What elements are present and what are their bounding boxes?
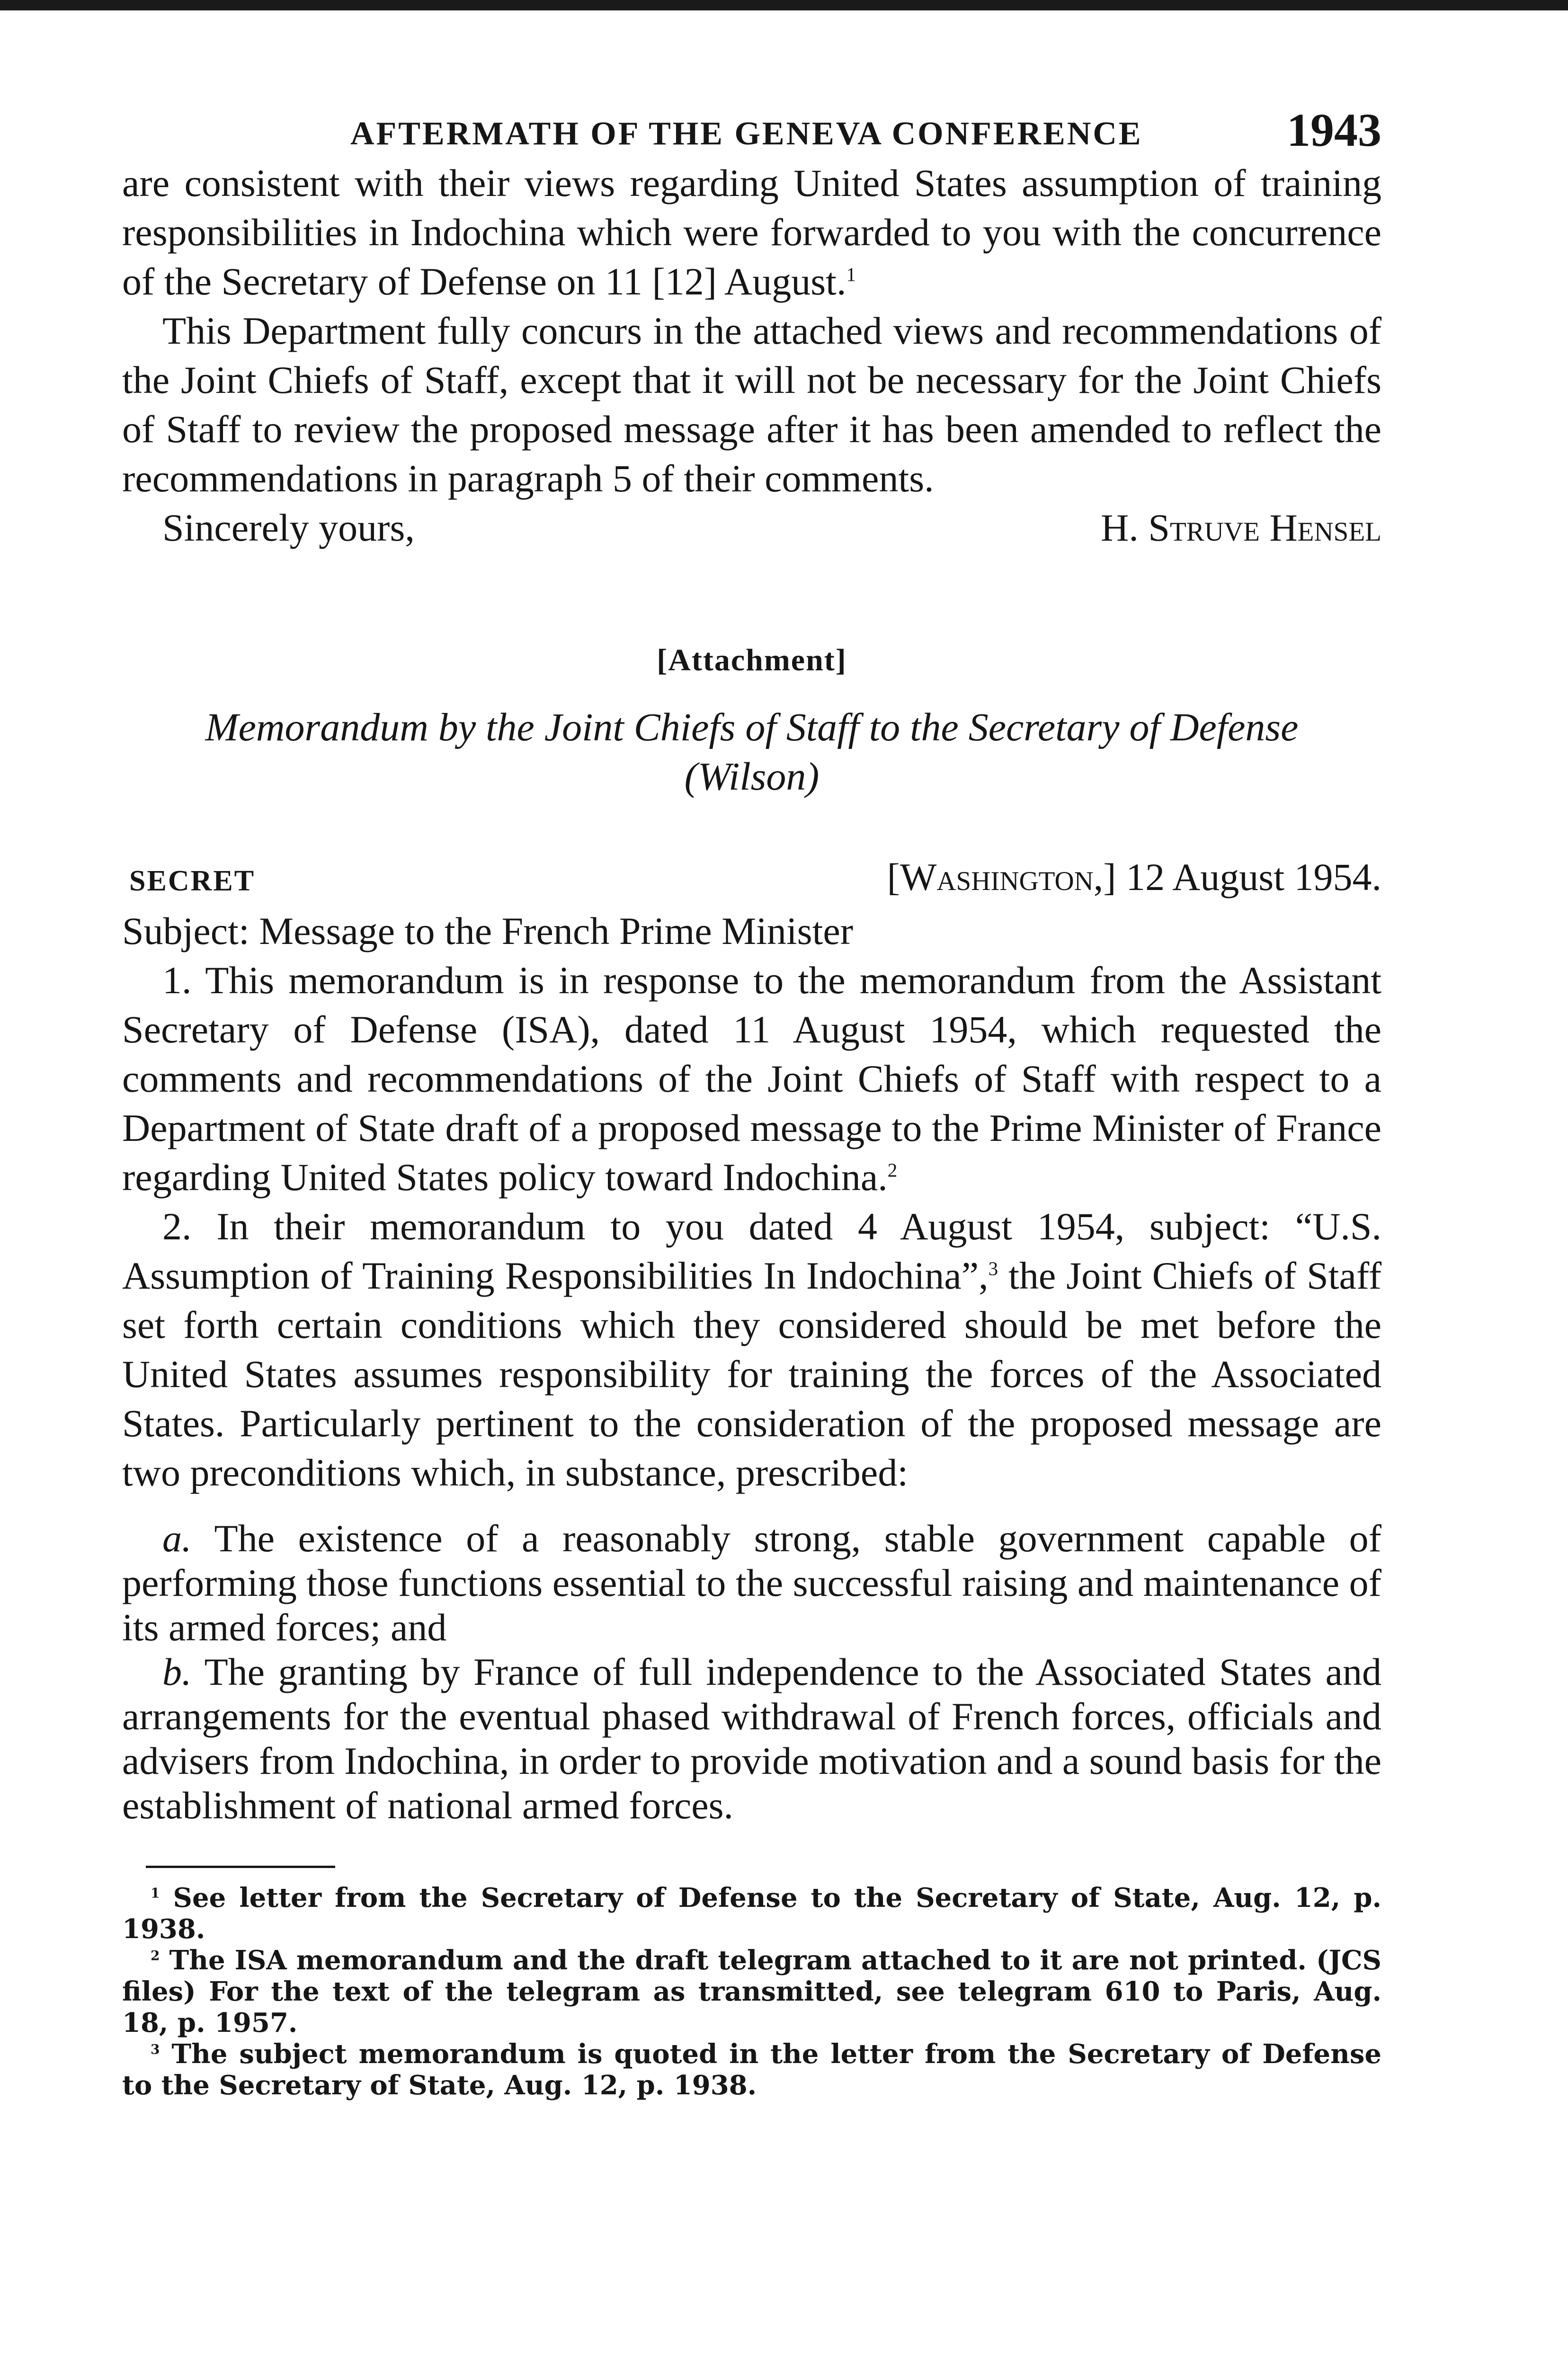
- memo-paragraph-2: [122, 1202, 1381, 1497]
- footnote-text: See letter from the Secretary of Defense to the Secretary of State, Aug. 12, p. 1938.: [122, 1882, 1381, 1945]
- footnote-number: 2: [151, 1948, 160, 1964]
- footnote-text: The subject memorandum is quoted in the letter from the Secretary of Defense to the Secretary of State, Aug. 12, p. 1938.: [122, 2038, 1381, 2101]
- top-border-line: [0, 0, 1568, 10]
- classification: SECRET: [129, 865, 256, 897]
- letter-signoff: [122, 503, 1381, 552]
- memo-paragraph-1-text: 1. This memorandum is in response to the memorandum from the Assistant Secretary of Defense (ISA), dated 11 August 1954, which requested the comments and recommendations of the Joint Chiefs of Staff with respect to a Department of State draft of a proposed message to the Prime Minister of France regarding United States policy toward Indochina.: [122, 959, 1381, 1199]
- classification-date-line: [122, 853, 1381, 902]
- memo-title: Memorandum by the Joint Chiefs of Staff to the Secretary of Defense (Wilson): [205, 705, 1299, 799]
- footnote-ref-1: 1: [846, 263, 856, 285]
- attachment-label: [Attachment]: [657, 643, 847, 677]
- preconditions-list: [122, 1516, 1381, 1828]
- document-page: [122, 102, 1381, 2101]
- footnote: [122, 2038, 1381, 2101]
- letter-paragraph-1: [122, 159, 1381, 306]
- footnotes: [122, 1882, 1381, 2101]
- footnote: [122, 1882, 1381, 1945]
- page-header: [122, 102, 1381, 159]
- footnote-ref-2: 2: [887, 1159, 898, 1181]
- letter-paragraph-1-text: are consistent with their views regarding United States assumption of training responsibilities in Indochina which were forwarded to you with the concurrence of the Secretary of Defense on 11 [12] August.: [122, 161, 1381, 303]
- footnote-ref-3: 3: [988, 1257, 998, 1280]
- footnote-number: 1: [151, 1885, 160, 1901]
- list-item-text: The existence of a reasonably strong, stable government capable of performing those functions essential to the successful raising and maintenance of its armed forces; and: [122, 1517, 1381, 1649]
- memo-subject: Subject: Message to the French Prime Minister: [122, 909, 854, 952]
- list-item: [122, 1516, 1381, 1650]
- footnote: [122, 1945, 1381, 2038]
- place-date: [887, 853, 1381, 902]
- list-item: [122, 1650, 1381, 1828]
- memo-paragraph-1: [122, 956, 1381, 1202]
- memo-paragraph-2-start: 2. In their memorandum to you dated 4 August 1954, subject: “U.S. Assumption of Training Responsibilities In Indochina”,: [122, 1205, 1381, 1297]
- footnote-text: The ISA memorandum and the draft telegram attached to it are not printed. (JCS files) For the text of the telegram as transmitted, see telegram 610 to Paris, Aug. 18, p. 1957.: [122, 1945, 1381, 2038]
- running-head: AFTERMATH OF THE GENEVA CONFERENCE: [350, 116, 1143, 152]
- signature: H. Struve Hensel: [1101, 506, 1381, 549]
- list-item-marker: a.: [162, 1517, 192, 1560]
- closing: Sincerely yours,: [162, 506, 415, 549]
- memo-paragraph-2-end: the Joint Chiefs of Staff set forth certain conditions which they considered should be met before the United States assumes responsibility for training the forces of the Associated States. Particularly pertinent to the consideration of the proposed message are two preconditions which, in substance, prescribed:: [122, 1254, 1381, 1494]
- footnote-number: 3: [151, 2041, 160, 2057]
- page-number: 1943: [1287, 104, 1381, 156]
- date: 12 August 1954.: [1126, 855, 1381, 899]
- place: [Washington,]: [887, 855, 1116, 899]
- list-item-marker: b.: [162, 1650, 192, 1693]
- footnote-divider: [146, 1866, 335, 1868]
- list-item-text: The granting by France of full independence to the Associated States and arrangements for the eventual phased withdrawal of French forces, officials and advisers from Indochina, in order to provide motivation and a sound basis for the establishment of national armed forces.: [122, 1650, 1381, 1827]
- letter-paragraph-2: This Department fully concurs in the attached views and recommendations of the Joint Chiefs of Staff, except that it will not be necessary for the Joint Chiefs of Staff to review the proposed message after it has been amended to reflect the recommendations in paragraph 5 of their comments.: [122, 309, 1381, 500]
